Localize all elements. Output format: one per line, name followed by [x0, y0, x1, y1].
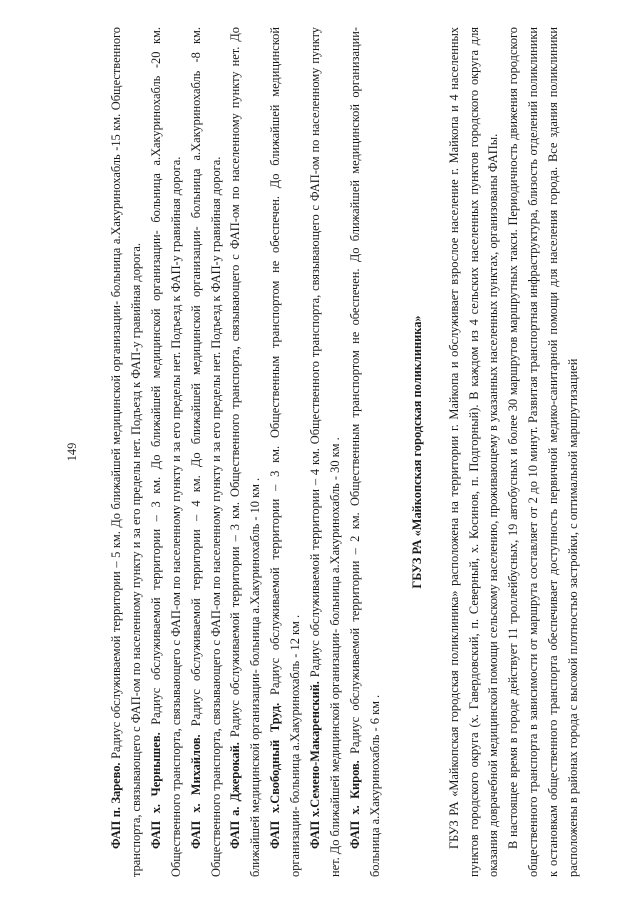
fap-paragraph-semeno-makarensky	[306, 27, 346, 877]
fap-paragraph-dzherokai	[226, 27, 266, 877]
fap-name: ФАП х. Михайлов.	[188, 734, 203, 849]
fap-name: ФАП х.Семено-Макаренский.	[308, 681, 323, 849]
body-text	[107, 27, 584, 877]
fap-name: ФАП х. Чернышев.	[148, 732, 163, 849]
fap-paragraph-chernyshev	[147, 27, 187, 877]
page-number: 149	[65, 442, 79, 462]
fap-text: Радиус обслуживаемой территории – 3 км. До ближайшей медицинской организации- больница а.Хакуринохабль -20 км. Общественного транспорта, связывающего с ФАП-ом по населенному пункту и за его пределы нет. Подъезд к ФАП-у гравийная дорога.	[148, 27, 183, 877]
rotated-page-content	[65, 27, 581, 877]
fap-name: ФАП х.Свободный Труд.	[268, 702, 283, 849]
section-paragraph-transport: В настоящее время в городе действует 11 троллейбусных, 19 автобусных и более 30 маршрутов маршрутных такси. Периодичность движения городского общественного транспорта в зависимости от маршрута составляет от 2 до 10 минут. Развитая транспортная инфраструктура, близость отделений поликлиники к остановкам общественного транспорта обеспечивает доступность первичной медико-санитарной помощи для населения города. Все здания поликлиники расположены в районах города с высокой плотностью застройки, с оптимальной маршрутизацией	[506, 27, 581, 877]
fap-text: Радиус обслуживаемой территории – 4 км. До ближайшей медицинской организации- больница а.Хакуринохабль -8 км. Общественного транспорта, связывающего с ФАП-ом по населенному пункту и за его пределы нет. Подъезд к ФАП-у гравийная дорога.	[188, 27, 223, 877]
fap-text: Радиус обслуживаемой территории – 5 км. До ближайшей медицинской организации- больница а.Хакуринохабль -15 км. Общественного транспорта, связывающего с ФАП-ом по населенному пункту и за его пределы нет. Подъезд к ФАП-у гравийная дорога.	[109, 27, 143, 877]
fap-text: Радиус обслуживаемой территории – 2 км. Общественным транспортом не обеспечен. До ближайшей медицинской организации- больница а.Хакуринохабль - 6 км .	[347, 27, 382, 877]
fap-text: Радиус обслуживаемой территории – 3 км. Общественным транспортом не обеспечен. До ближайшей медицинской организации- больница а.Хакуринохабль - 12 км .	[268, 27, 303, 877]
fap-paragraph-mikhailov	[187, 27, 227, 877]
fap-name: ФАП а. Джерокай.	[228, 742, 243, 849]
section-heading: ГБУЗ РА «Майкопская городская поликлиника»	[409, 315, 424, 589]
section-paragraph-intro: ГБУЗ РА «Майкопская городская поликлиника» расположена на территории г. Майкопа и обслуживает взрослое население г. Майкопа и 4 населенных пунктов городского округа (х. Гавердовский, п. Северный, х. Косинов, п. Подгорный). В каждом из 4 сельских населенных пунктов городского округа для оказания доврачебной медицинской помощи сельскому населению, проживающему в указанных населенных пунктах, организованы ФАПы.	[446, 27, 501, 877]
fap-paragraph-svobodny-trud	[266, 27, 306, 877]
fap-name: ФАП х. Киров.	[347, 760, 362, 849]
fap-name: ФАП п. Зарево.	[109, 762, 123, 849]
fap-paragraph-zarevo	[107, 27, 147, 877]
fap-text: Радиус обслуживаемой территории – 4 км. Общественного транспорта, связывающего с ФАП-ом по населенному пункту нет. До ближайшей медицинской организации- больница а.Хакуринохабль - 30 км .	[308, 27, 342, 877]
fap-text: Радиус обслуживаемой территории – 3 км. Общественного транспорта, связывающего с ФАП-ом по населенному пункту нет. До ближайшей медицинской организации- больница а.Хакуринохабль - 10 км .	[228, 27, 263, 877]
fap-paragraph-kirov	[346, 27, 386, 877]
